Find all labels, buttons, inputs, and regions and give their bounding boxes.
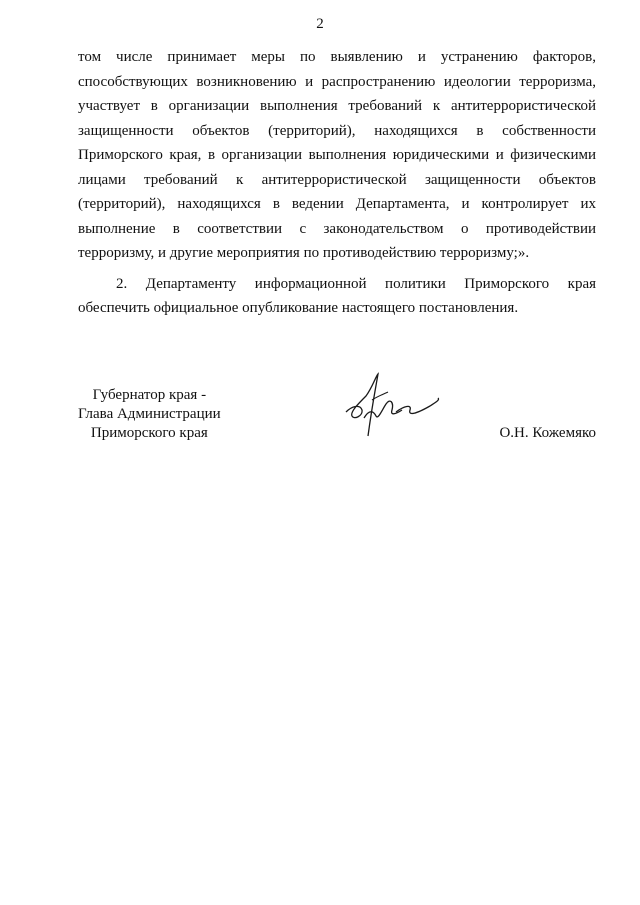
text-line: обеспечить официальное опубликование настоящего постановления. xyxy=(78,300,519,316)
text-line: лицами требований к антитеррористической защищенности объектов xyxy=(78,171,596,188)
text-line: Приморского края, в организации выполнения юридическими и физическими xyxy=(78,147,596,163)
text-line: участвует в организации выполнения требований к антитеррористической xyxy=(78,98,596,114)
text-line: терроризму, и другие мероприятия по противодействию терроризму;». xyxy=(78,245,530,261)
text-line: (территорий), находящихся в ведении Департамента, и контролирует их xyxy=(78,196,596,212)
page-number: 2 xyxy=(316,16,324,32)
signer-title-line: Глава Администрации xyxy=(78,406,221,422)
signer-name: О.Н. Кожемяко xyxy=(499,425,596,441)
text-line: том числе принимает меры по выявлению и устранению факторов, xyxy=(78,49,596,65)
signer-title-line: Губернатор края - xyxy=(92,387,207,403)
signer-title xyxy=(78,386,221,443)
text-line: защищенности объектов (территорий), находящихся в собственности xyxy=(78,122,596,139)
document-body xyxy=(78,45,596,321)
paragraph-2 xyxy=(78,272,596,321)
signer-title-line: Приморского края xyxy=(90,425,208,441)
text-line: способствующих возникновению и распространению идеологии терроризма, xyxy=(78,73,596,90)
text-line: 2. Департаменту информационной политики Приморского края xyxy=(116,275,596,292)
text-line: выполнение в соответствии с законодательством о противодействии xyxy=(78,220,596,237)
paragraph-1 xyxy=(78,45,596,266)
handwritten-signature xyxy=(332,366,442,446)
